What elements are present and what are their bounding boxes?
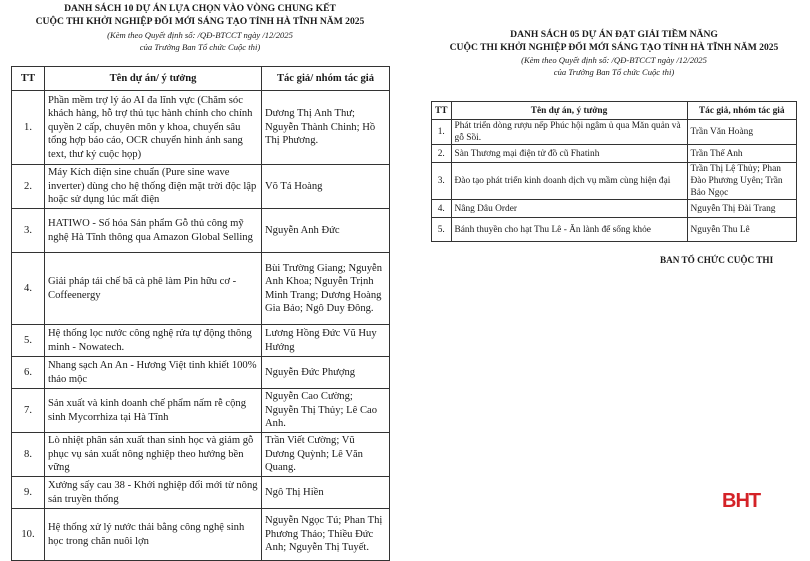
right-row-author: Trần Văn Hoàng — [687, 120, 796, 145]
left-row-author: Nguyễn Ngọc Tú; Phan Thị Phương Thảo; Thiều Đức Anh; Nguyễn Thị Tuyết. — [262, 509, 390, 561]
right-table-row — [432, 163, 797, 200]
left-table-row — [12, 433, 390, 477]
right-row-author: Nguyễn Thu Lê — [687, 218, 796, 242]
right-row-number: 1. — [432, 120, 452, 145]
left-row-number: 7. — [12, 389, 45, 433]
right-table-body — [432, 120, 797, 242]
left-row-author: Bùi Trường Giang; Nguyễn Anh Khoa; Nguyễn Trịnh Minh Trang; Dương Hoàng Gia Bảo; Ngô Duy Đông. — [262, 253, 390, 325]
left-header-tt: TT — [12, 67, 45, 91]
left-header-name: Tên dự án/ ý tưởng — [45, 67, 262, 91]
right-header-name: Tên dự án, ý tưởng — [451, 102, 687, 120]
left-table-row — [12, 165, 390, 209]
left-row-project-name: HATIWO - Số hóa Sản phẩm Gỗ thủ công mỹ nghệ Hà Tĩnh thông qua Amazon Global Selling — [45, 209, 262, 253]
right-row-project-name: Nâng Dâu Order — [451, 200, 687, 218]
right-table-row — [432, 120, 797, 145]
left-row-author: Trần Viết Cường; Vũ Dương Quỳnh; Lê Văn Quang. — [262, 433, 390, 477]
left-row-number: 2. — [12, 165, 45, 209]
left-row-project-name: Phần mềm trợ lý ảo AI đa lĩnh vực (Chăm sóc khách hàng, hỗ trợ thủ tục hành chính cho chính quyền 2 cấp, chuyên môn y khoa, chuyển sâu tổng hợp báo cáo, OCR chuyển hình ảnh sang text, thư ký cuộc họp) — [45, 91, 262, 165]
left-row-author: Nguyễn Anh Đức — [262, 209, 390, 253]
right-row-number: 2. — [432, 145, 452, 163]
left-row-number: 5. — [12, 325, 45, 357]
left-row-number: 6. — [12, 357, 45, 389]
left-table-row — [12, 389, 390, 433]
left-row-project-name: Lò nhiệt phân sản xuất than sinh học và giảm gỗ phục vụ sản xuất nông nghiệp theo hướng bền vững — [45, 433, 262, 477]
right-title-line2: CUỘC THI KHỞI NGHIỆP ĐỔI MỚI SÁNG TẠO TỈNH HÀ TĨNH NĂM 2025 — [449, 42, 779, 53]
left-title-line1: DANH SÁCH 10 DỰ ÁN LỰA CHỌN VÀO VÒNG CHUNG KẾT — [64, 3, 336, 14]
left-table-header-row — [12, 67, 390, 91]
left-table-row — [12, 253, 390, 325]
left-row-number: 9. — [12, 477, 45, 509]
right-row-number: 5. — [432, 218, 452, 242]
right-subtitle-line2: của Trưởng Ban Tổ chức Cuộc thi) — [553, 66, 675, 77]
left-row-project-name: Hệ thống xử lý nước thải bằng công nghệ sinh học trong chăn nuôi lợn — [45, 509, 262, 561]
right-row-number: 3. — [432, 163, 452, 200]
left-subtitle-line2: của Trưởng Ban Tổ chức Cuộc thi) — [139, 41, 261, 52]
bht-logo: BHT — [722, 490, 761, 512]
left-row-project-name: Xưởng sấy cau 38 - Khởi nghiệp đổi mới từ nông sản truyền thống — [45, 477, 262, 509]
right-row-project-name: Bánh thuyền cho hạt Thu Lê - Ăn lành để sống khỏe — [451, 218, 687, 242]
left-row-project-name: Hệ thống lọc nước công nghệ rửa tự động thông minh - Nowatech. — [45, 325, 262, 357]
left-row-project-name: Nhang sạch An An - Hương Việt tinh khiết 100% thảo mộc — [45, 357, 262, 389]
left-row-project-name: Giải pháp tái chế bã cà phê làm Pin hữu cơ - Coffeenergy — [45, 253, 262, 325]
right-project-table — [431, 101, 797, 242]
right-header-author: Tác giả, nhóm tác giả — [687, 102, 796, 120]
left-table-row — [12, 325, 390, 357]
right-table-row — [432, 145, 797, 163]
left-row-number: 10. — [12, 509, 45, 561]
left-row-number: 8. — [12, 433, 45, 477]
left-row-author: Dương Thị Anh Thư; Nguyễn Thành Chinh; Hồ Thị Phương. — [262, 91, 390, 165]
right-title-line1: DANH SÁCH 05 DỰ ÁN ĐẠT GIẢI TIỀM NĂNG — [510, 29, 718, 40]
left-table-row — [12, 91, 390, 165]
left-row-number: 4. — [12, 253, 45, 325]
right-row-number: 4. — [432, 200, 452, 218]
left-row-author: Ngô Thị Hiền — [262, 477, 390, 509]
left-table-body — [12, 91, 390, 561]
left-row-number: 3. — [12, 209, 45, 253]
left-header-author: Tác giả/ nhóm tác giả — [262, 67, 390, 91]
right-row-author: Trần Thị Lệ Thủy; Phan Đào Phương Uyên; Trần Bảo Ngọc — [687, 163, 796, 200]
left-table-row — [12, 209, 390, 253]
organizing-committee-signature: BAN TỔ CHỨC CUỘC THI — [660, 255, 774, 265]
right-row-author: Trần Thế Anh — [687, 145, 796, 163]
right-table-row — [432, 200, 797, 218]
right-header-tt: TT — [432, 102, 452, 120]
right-subtitle-line1: (Kèm theo Quyết định số: /QĐ-BTCCT ngày /12/2025 — [521, 55, 707, 65]
left-title-line2: CUỘC THI KHỞI NGHIỆP ĐỔI MỚI SÁNG TẠO TỈNH HÀ TĨNH NĂM 2025 — [35, 16, 365, 27]
left-row-author: Lương Hồng Đức Vũ Huy Hướng — [262, 325, 390, 357]
right-row-project-name: Phát triển dòng rượu nếp Phúc hội ngâm ủ qua Măn quản và gỗ Sồi. — [451, 120, 687, 145]
right-document — [418, 0, 810, 265]
right-table-row — [432, 218, 797, 242]
left-row-project-name: Sản xuất và kinh doanh chế phẩm nấm rễ cộng sinh Mycorrhiza tại Hà Tĩnh — [45, 389, 262, 433]
left-table-row — [12, 509, 390, 561]
right-row-project-name: Sàn Thương mại điện tử đồ cũ Fhatinh — [451, 145, 687, 163]
right-row-project-name: Đào tạo phát triển kinh doanh dịch vụ mầm cùng hiện đại — [451, 163, 687, 200]
left-row-number: 1. — [12, 91, 45, 165]
left-subtitle-line1: (Kèm theo Quyết định số: /QĐ-BTCCT ngày /12/2025 — [107, 30, 293, 40]
right-row-author: Nguyễn Thị Đài Trang — [687, 200, 796, 218]
left-project-table — [11, 66, 390, 561]
left-row-author: Võ Tá Hoàng — [262, 165, 390, 209]
left-row-author: Nguyễn Cao Cường; Nguyễn Thị Thủy; Lê Cao Anh. — [262, 389, 390, 433]
right-table-header-row — [432, 102, 797, 120]
left-row-author: Nguyễn Đức Phượng — [262, 357, 390, 389]
left-table-row — [12, 357, 390, 389]
left-document — [0, 0, 400, 554]
left-row-project-name: Máy Kích điện sine chuẩn (Pure sine wave inverter) dùng cho hệ thống điện mặt trời độc lập hoặc sử dụng lúc mất điện — [45, 165, 262, 209]
left-table-row — [12, 477, 390, 509]
